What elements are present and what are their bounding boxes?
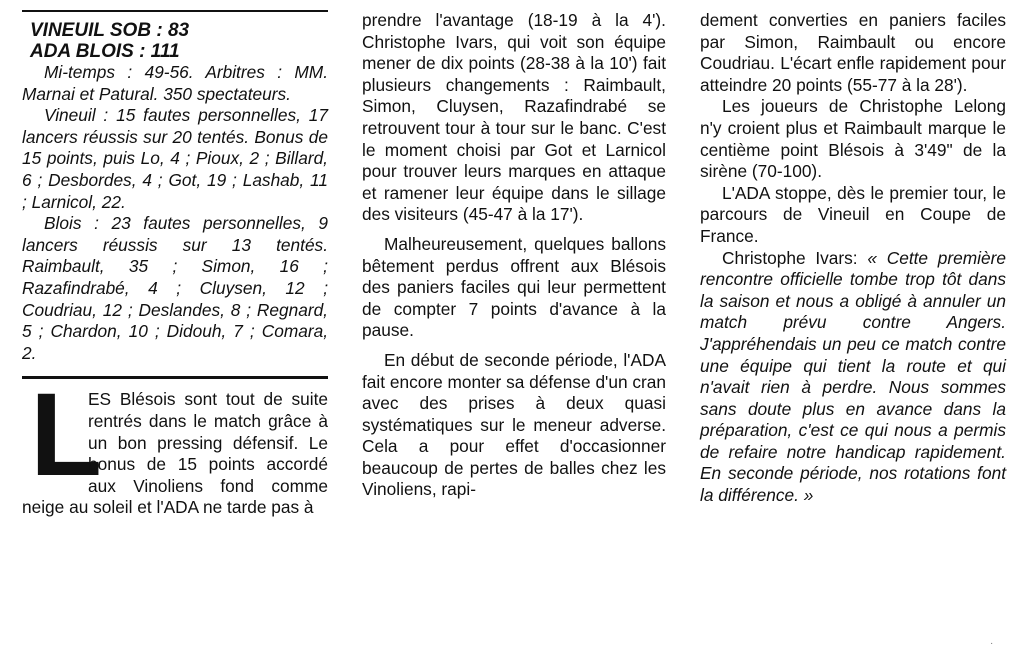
- corner-mark: ·: [990, 638, 994, 649]
- article-paragraph-2: Malheureusement, quelques ballons bêtement perdus offrent aux Blésois des paniers faciles qui leur permettent de compter 7 points d'avance à la pause.: [362, 233, 666, 341]
- column-2: [362, 10, 666, 501]
- article-paragraph-1: prendre l'avantage (18-19 à la 4'). Christophe Ivars, qui voit son équipe mener de dix points (28-38 à la 10') fait plusieurs changements : Raimbault, Simon, Cluysen, Razafindrabé se retrouvent tour à tour sur le banc. C'est le moment choisi par Got et Larnicol pour trouver leurs marques en attaque et ramener leur équipe dans le sillage des visiteurs (45-47 à la 17').: [362, 10, 666, 225]
- lead-paragraph: [22, 369, 328, 519]
- score-away: ADA BLOIS : 111: [30, 41, 180, 62]
- article-paragraph-3: En début de seconde période, l'ADA fait encore monter sa défense d'un cran avec des prises à deux quasi systématiques sur le meneur adverse. Cela a pour effet d'occasionner beaucoup de pertes de balles chez les Vinoliens, rapi-: [362, 349, 666, 500]
- match-details-halftime: Mi-temps : 49-56. Arbitres : MM. Marnai et Patural. 350 spectateurs.: [22, 62, 328, 104]
- quote-speaker: Christophe Ivars:: [722, 247, 868, 268]
- lead-text: ES Blésois sont tout de suite rentrés dans le match grâce à un bon pressing défensif. Le bonus de 15 points accordé aux Vinoliens fond comme neige au soleil et l'ADA ne tarde pas à: [22, 389, 328, 518]
- article-paragraph-4: dement converties en paniers faciles par Simon, Raimbault ou encore Coudriau. L'écart enfle rapidement pour atteindre 20 points (55-77 à la 28').: [700, 10, 1006, 95]
- quote-text: « Cette première rencontre officielle tombe trop tôt dans la saison et nous a obligé à annuler un match prévu contre Angers. J'appréhendais un peu ce match contre une équipe qui tient la route et qui n'avait rien à perdre. Nous sommes sans doute plus en avance dans la préparation, c'est ce qui nous a permis de refaire notre handicap rapidement. En seconde période, nos rotations font la différence. »: [700, 247, 1006, 506]
- column-1: [22, 0, 328, 519]
- column-3: [700, 10, 1006, 507]
- match-details-blois: Blois : 23 fautes personnelles, 9 lancers réussis sur 13 tentés. Raimbault, 35 ; Simon, 16 ; Razafindrabé, 4 ; Cluysen, 12 ; Coudriau, 12 ; Deslandes, 8 ; Regnard, 5 ; Chardon, 10 ; Didouh, 7 ; Comara, 2.: [22, 213, 328, 363]
- score-home: VINEUIL SOB : 83: [30, 20, 190, 41]
- article-paragraph-5: Les joueurs de Christophe Lelong n'y croient plus et Raimbault marque le centième point Blésois à 3'49" de la sirène (70-100).: [700, 96, 1006, 182]
- quote-paragraph: [700, 248, 1006, 507]
- article-paragraph-6: L'ADA stoppe, dès le premier tour, le parcours de Vineuil en Coupe de France.: [700, 182, 1006, 246]
- match-details-vineuil: Vineuil : 15 fautes personnelles, 17 lancers réussis sur 20 tentés. Bonus de 15 points, puis Lo, 4 ; Pioux, 2 ; Billard, 6 ; Desbordes, 4 ; Got, 19 ; Lashab, 11 ; Larnicol, 22.: [22, 105, 328, 212]
- top-rule: [22, 10, 328, 12]
- drop-cap: L: [30, 369, 103, 502]
